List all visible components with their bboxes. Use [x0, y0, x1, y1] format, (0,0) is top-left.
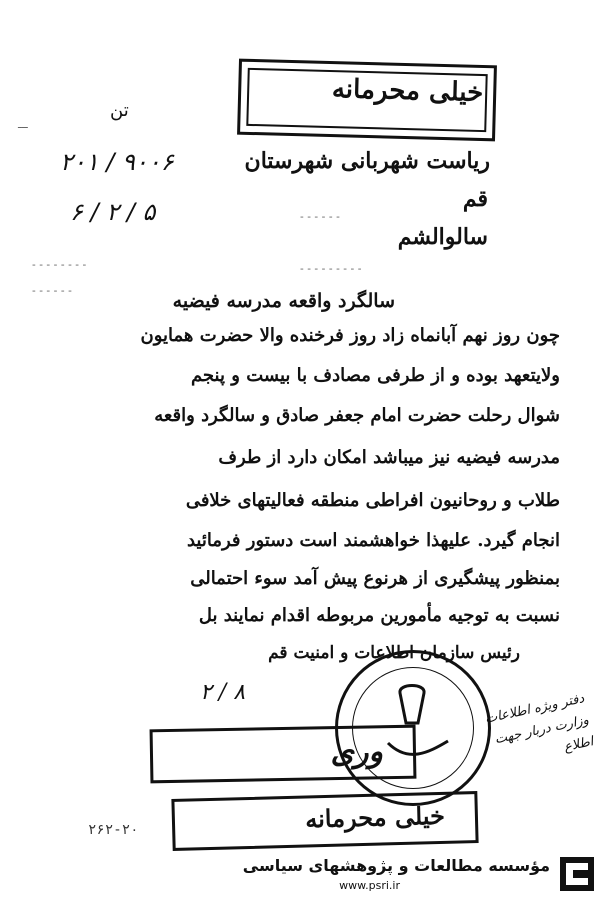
body-line: چون روز نهم آبانماه زاد روز فرخنده والا حضرت همایون [140, 325, 560, 346]
rect-stamp-bottom [171, 791, 478, 851]
bottom-code: ۲۶۲-۲۰ [88, 822, 139, 838]
letter-number: ۲۰۱ / ۹۰۰۶ [60, 148, 174, 176]
header-organization: ریاست شهربانی شهرستان [244, 148, 490, 174]
classification-stamp-text: خیلی محرمانه [331, 74, 484, 109]
rect-stamp-bottom-text: خیلی محرمانه [304, 800, 446, 834]
form-faint-row: - - - - - - [300, 210, 340, 223]
form-faint-row: - - - - - - - - [32, 258, 87, 271]
classification-stamp-box [237, 59, 497, 142]
letter-subject: سالگرد واقعه مدرسه فیضیه [172, 290, 395, 312]
closing-signatory: رئیس سازمان اطلاعات و امنیت قم [268, 643, 520, 663]
institute-url[interactable]: www.psri.ir [339, 879, 400, 892]
body-line: شوال رحلت حضرت امام جعفر صادق و سالگرد واقعه [154, 405, 560, 426]
body-line: نسبت به توجیه مأمورین مربوطه اقدام نمایند بل [198, 605, 560, 626]
institute-logo-icon [560, 857, 594, 891]
header-subject-code: سالوالشم [397, 224, 488, 250]
rect-stamp-middle-text: وری [330, 734, 384, 771]
body-line: بمنظور پیشگیری از هرنوع پیش آمد سوء احتمالی [190, 568, 560, 589]
form-faint-row: - - - - - - [32, 284, 72, 297]
form-faint-row: - - - - - - - - - [300, 262, 362, 275]
corner-mark: ـــ [18, 118, 28, 131]
body-line: مدرسه فیضیه نیز میباشد امکان دارد از طرف [218, 447, 560, 468]
body-line: طلاب و روحانیون افراطی منطقه فعالیتهای خلافی [185, 490, 560, 511]
handwritten-note: ۲ / ۸ [200, 680, 246, 705]
rect-stamp-middle [150, 725, 417, 784]
body-line: انجام گیرد. علیهذا خواهشمند است دستور فرمائید [186, 530, 560, 551]
letter-date: ۶ / ۲ / ۵ [70, 198, 156, 226]
corner-mark-tn: تن [110, 100, 129, 121]
institute-logo-glyph [560, 857, 594, 891]
institute-name: مؤسسه مطالعات و پژوهشهای سیاسی [242, 856, 550, 875]
body-line: ولایتعهد بوده و از طرفی مصادف با بیست و پنجم [190, 365, 560, 386]
side-handwritten-note: دفتر ویژه اطلاعات وزارت دربار جهت اطلاع [483, 691, 595, 756]
header-city: قم [462, 186, 488, 212]
